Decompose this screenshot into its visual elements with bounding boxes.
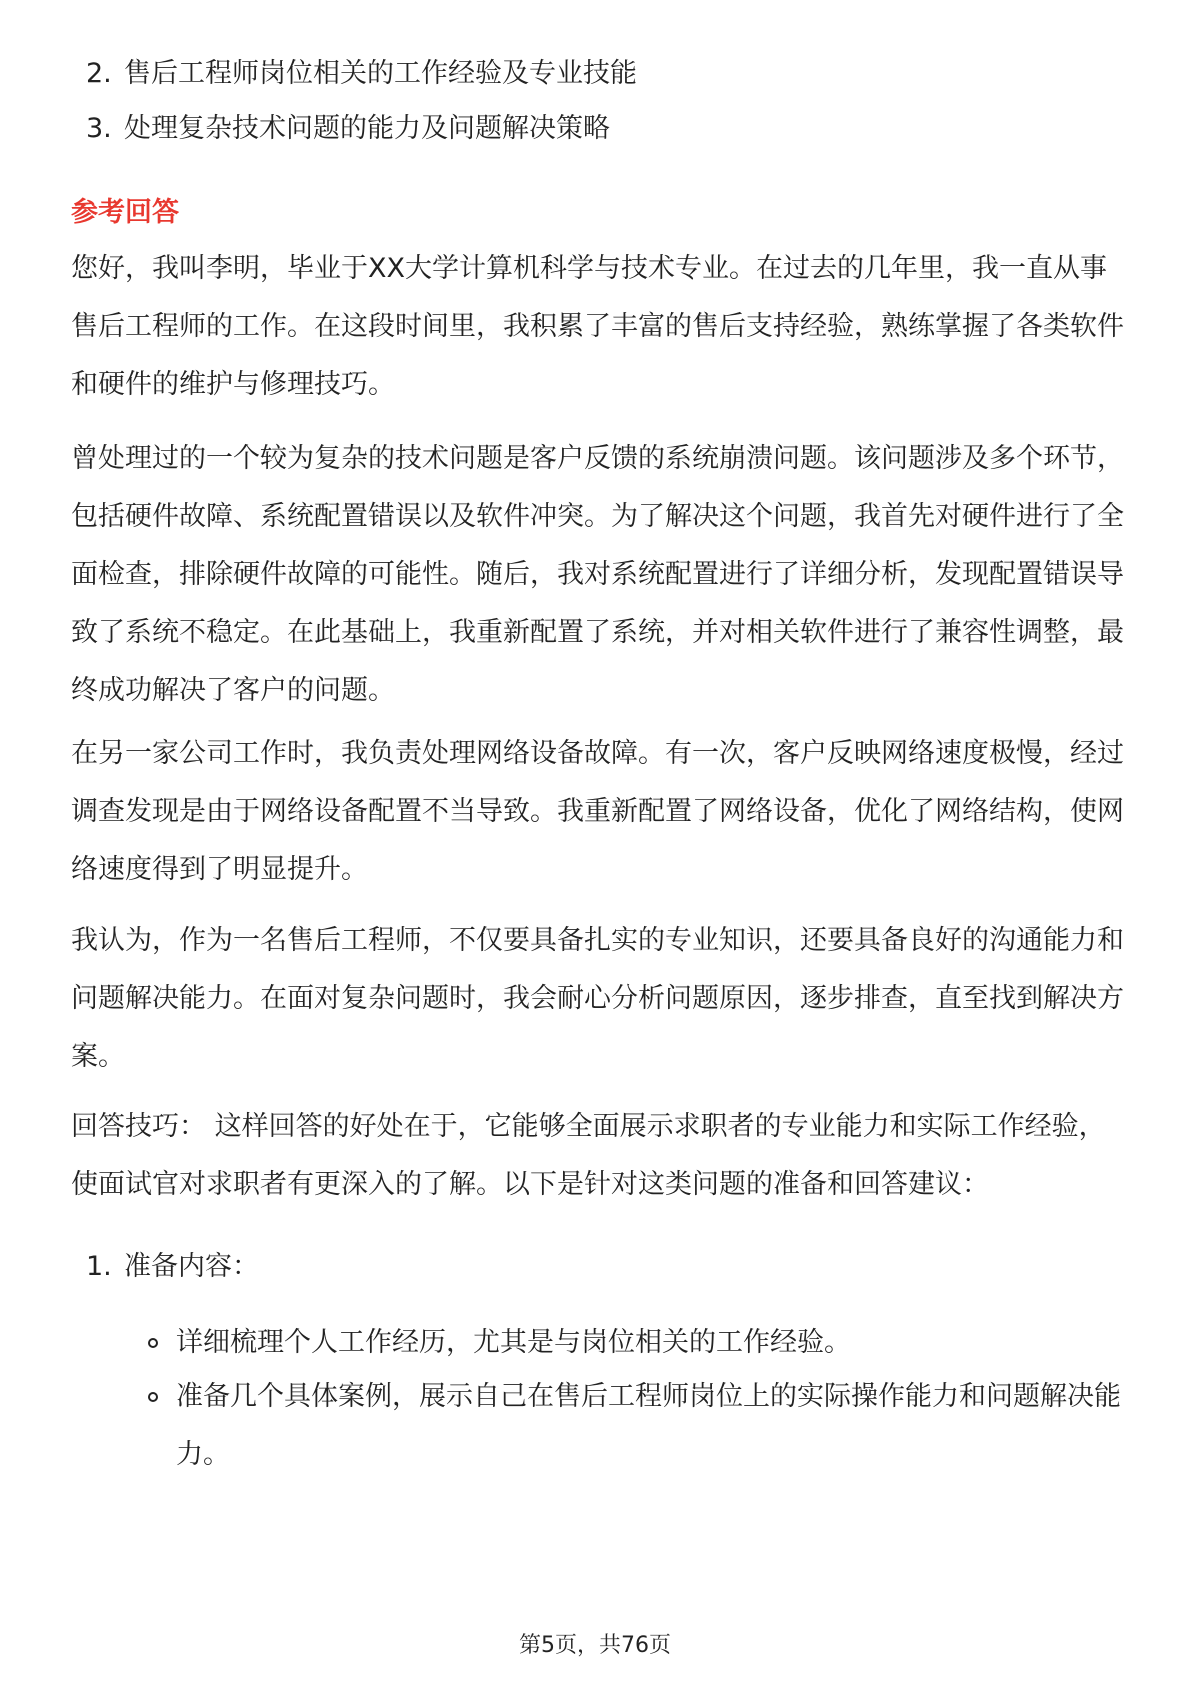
- list-number: 3.: [86, 113, 112, 144]
- list-text: 处理复杂技术问题的能力及问题解决策略: [124, 113, 610, 144]
- paragraph-opinion: 我认为，作为一名售后工程师，不仅要具备扎实的专业知识，还要具备良好的沟通能力和问题解决能力。在面对复杂问题时，我会耐心分析问题原因，逐步排查，直至找到解决方案。: [71, 925, 1124, 1072]
- answer-heading: 参考回答: [71, 197, 179, 228]
- paragraph-case-2: 在另一家公司工作时，我负责处理网络设备故障。有一次，客户反映网络速度极慢，经过调查发现是由于网络设备配置不当导致。我重新配置了网络设备，优化了网络结构，使网络速度得到了明显提升。: [71, 738, 1124, 885]
- bullet-text: 详细梳理个人工作经历，尤其是与岗位相关的工作经验。: [176, 1327, 851, 1358]
- bullet-item: [150, 1314, 1130, 1372]
- list-number: 1.: [86, 1251, 112, 1282]
- bullet-item: [150, 1368, 1130, 1484]
- paragraph-intro: 您好，我叫李明，毕业于XX大学计算机科学与技术专业。在过去的几年里，我一直从事售后工程师的工作。在这段时间里，我积累了丰富的售后支持经验，熟练掌握了各类软件和硬件的维护与修理技巧。: [71, 253, 1124, 400]
- list-item: [86, 45, 637, 103]
- bullet-circle-icon: [148, 1392, 158, 1402]
- list-item: [86, 1238, 259, 1296]
- list-text: 售后工程师岗位相关的工作经验及专业技能: [124, 58, 637, 89]
- paragraph-case-1: 曾处理过的一个较为复杂的技术问题是客户反馈的系统崩溃问题。该问题涉及多个环节，包括硬件故障、系统配置错误以及软件冲突。为了解决这个问题，我首先对硬件进行了全面检查，排除硬件故障的可能性。随后，我对系统配置进行了详细分析，发现配置错误导致了系统不稳定。在此基础上，我重新配置了系统，并对相关软件进行了兼容性调整，最终成功解决了客户的问题。: [71, 443, 1124, 706]
- paragraph-tips: 回答技巧： 这样回答的好处在于，它能够全面展示求职者的专业能力和实际工作经验，使面试官对求职者有更深入的了解。以下是针对这类问题的准备和回答建议：: [71, 1111, 1106, 1200]
- list-text: 准备内容：: [124, 1251, 259, 1282]
- list-item: [86, 100, 610, 158]
- list-number: 2.: [86, 58, 112, 89]
- bullet-text: 准备几个具体案例，展示自己在售后工程师岗位上的实际操作能力和问题解决能力。: [176, 1381, 1121, 1470]
- bullet-circle-icon: [148, 1338, 158, 1348]
- page-footer: 第5页，共76页: [519, 1633, 671, 1658]
